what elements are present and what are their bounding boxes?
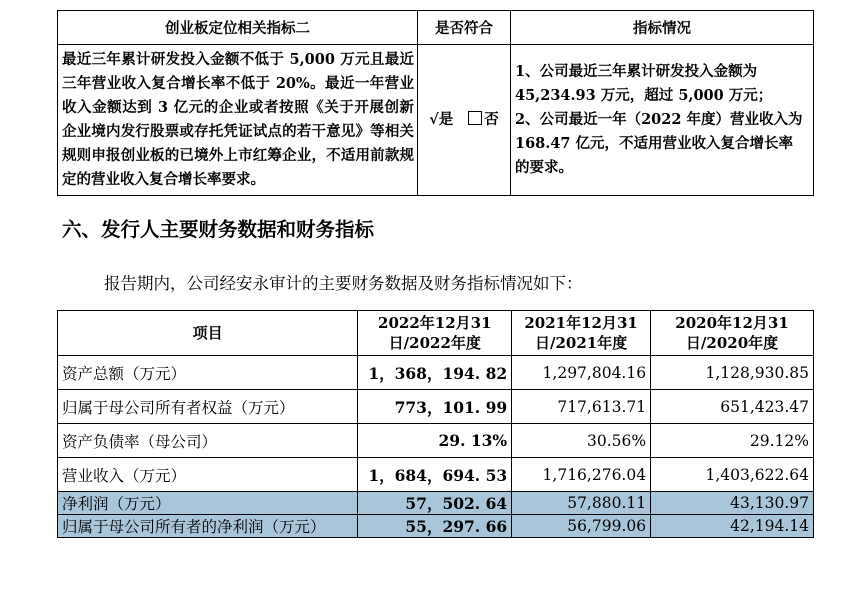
row-label: 资产总额（万元） xyxy=(58,356,358,390)
row-label: 净利润（万元） xyxy=(58,492,358,515)
value-2020: 651,423.47 xyxy=(651,390,814,424)
value-2022: 1，684，694. 53 xyxy=(358,458,512,492)
row-label: 营业收入（万元） xyxy=(58,458,358,492)
table-row xyxy=(58,458,814,492)
row-label: 归属于母公司所有者权益（万元） xyxy=(58,390,358,424)
compliance-no: 否 xyxy=(484,111,499,128)
table-row xyxy=(58,356,814,390)
table-row-highlighted xyxy=(58,492,814,515)
criteria-text: 最近三年累计研发投入金额不低于 5,000 万元且最近三年营业收入复合增长率不低于 20%。最近一年营业收入金额达到 3 亿元的企业或者按照《关于开展创新企业境内发行股票或存托凭证试点的若干意见》等相关规则申报创业板的已境外上市红筹企业，不适用前款规定的营业收入复合增长率要求。 xyxy=(58,45,418,196)
header-2021: 2021年12月31日/2021年度 xyxy=(512,311,651,356)
value-2021: 1,716,276.04 xyxy=(512,458,651,492)
value-2021: 1,297,804.16 xyxy=(512,356,651,390)
value-2020: 42,194.14 xyxy=(651,515,814,538)
status-text-1: 1、公司最近三年累计研发投入金额为 45,234.93 万元，超过 5,000 万元； xyxy=(515,63,773,104)
header-item: 项目 xyxy=(58,311,358,356)
value-2022: 55，297. 66 xyxy=(358,515,512,538)
financial-header-row xyxy=(58,311,814,356)
header-status: 指标情况 xyxy=(511,11,814,45)
header-2020: 2020年12月31日/2020年度 xyxy=(651,311,814,356)
checkbox-no-icon xyxy=(468,111,482,125)
value-2022: 773，101. 99 xyxy=(358,390,512,424)
compliance-yes: √是 xyxy=(429,111,454,128)
table-row xyxy=(58,390,814,424)
header-compliance: 是否符合 xyxy=(418,11,511,45)
value-2022: 57，502. 64 xyxy=(358,492,512,515)
criteria-row xyxy=(58,45,814,196)
financial-table xyxy=(57,310,814,538)
value-2020: 29.12% xyxy=(651,424,814,458)
header-criteria: 创业板定位相关指标二 xyxy=(58,11,418,45)
table-row xyxy=(58,424,814,458)
value-2021: 717,613.71 xyxy=(512,390,651,424)
table-row-highlighted xyxy=(58,515,814,538)
header-2022: 2022年12月31日/2022年度 xyxy=(358,311,512,356)
criteria-header-row xyxy=(58,11,814,45)
status-cell xyxy=(511,45,814,196)
value-2021: 30.56% xyxy=(512,424,651,458)
value-2022: 29. 13% xyxy=(358,424,512,458)
section-title: 六、发行人主要财务数据和财务指标 xyxy=(62,218,375,241)
value-2022: 1，368，194. 82 xyxy=(358,356,512,390)
intro-text: 报告期内，公司经安永审计的主要财务数据及财务指标情况如下： xyxy=(104,274,583,293)
status-text-2: 2、公司最近一年（2022 年度）营业收入为 168.47 亿元，不适用营业收入复合增长率的要求。 xyxy=(515,111,803,176)
value-2020: 1,128,930.85 xyxy=(651,356,814,390)
row-label: 资产负债率（母公司） xyxy=(58,424,358,458)
value-2020: 1,403,622.64 xyxy=(651,458,814,492)
value-2021: 56,799.06 xyxy=(512,515,651,538)
row-label: 归属于母公司所有者的净利润（万元） xyxy=(58,515,358,538)
criteria-table xyxy=(57,10,814,196)
compliance-cell xyxy=(418,45,511,196)
value-2020: 43,130.97 xyxy=(651,492,814,515)
value-2021: 57,880.11 xyxy=(512,492,651,515)
